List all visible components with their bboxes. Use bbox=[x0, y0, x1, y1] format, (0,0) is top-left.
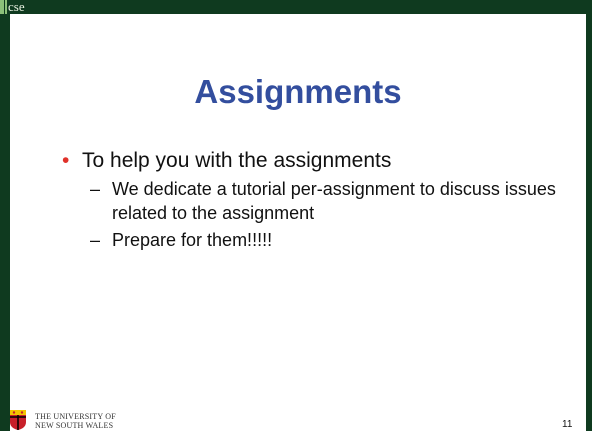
slide-body bbox=[62, 148, 572, 252]
university-name-line1: THE UNIVERSITY OF bbox=[35, 412, 116, 421]
sub-bullet-item bbox=[90, 177, 572, 225]
sub-bullet-text: Prepare for them!!!!! bbox=[112, 230, 273, 250]
bullet-dot-icon: • bbox=[62, 149, 70, 172]
dash-icon: – bbox=[90, 230, 101, 250]
left-frame-bar bbox=[0, 14, 10, 431]
right-frame-bar bbox=[586, 14, 592, 431]
university-name bbox=[35, 412, 116, 430]
bullet-item bbox=[62, 148, 572, 174]
university-name-line2: NEW SOUTH WALES bbox=[35, 421, 114, 430]
crest-icon bbox=[10, 410, 26, 430]
header-tab-label: cse bbox=[8, 0, 25, 14]
sub-bullet-item bbox=[90, 228, 572, 252]
page-number: 11 bbox=[562, 419, 573, 430]
bullet-text: To help you with the assignments bbox=[82, 149, 392, 172]
university-logo bbox=[10, 410, 125, 432]
sub-bullet-text: We dedicate a tutorial per-assignment to discuss issues related to the assignment bbox=[112, 179, 556, 223]
top-header-bar bbox=[0, 0, 592, 14]
slide-title: Assignments bbox=[194, 73, 402, 110]
header-stripe-secondary bbox=[5, 0, 7, 14]
dash-icon: – bbox=[90, 179, 101, 199]
header-stripe bbox=[0, 0, 4, 14]
